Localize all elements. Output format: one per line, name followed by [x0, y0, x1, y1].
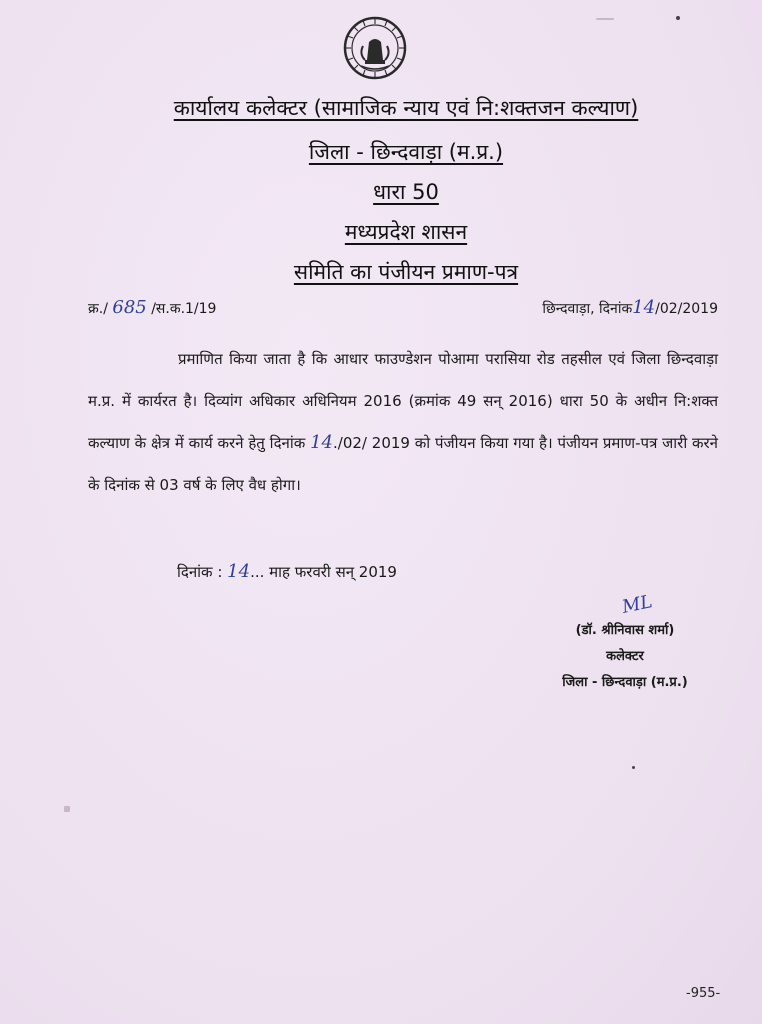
section-heading: धारा 50 — [373, 180, 439, 204]
signature: ML — [620, 591, 655, 618]
signatory-district: जिला - छिन्दवाड़ा (म.प्र.) — [562, 675, 688, 690]
paper-mark — [596, 18, 614, 20]
date-suffix: /02/2019 — [655, 301, 718, 317]
page-number: -955- — [686, 986, 721, 1001]
madhya-pradesh-state-emblem-icon — [343, 16, 407, 80]
reference-suffix: /स.क.1/19 — [151, 301, 217, 317]
place-and-date — [542, 296, 718, 321]
issue-date-prefix: दिनांक : — [177, 563, 228, 581]
handwritten-reference-number: 685 — [112, 297, 147, 318]
office-heading: कार्यालय कलेक्टर (सामाजिक न्याय एवं नि:शक्तजन कल्याण) — [173, 96, 639, 120]
signatory-name: (डॉ. श्रीनिवास शर्मा) — [575, 623, 675, 638]
reference-prefix: क्र./ — [88, 301, 108, 317]
reference-number — [88, 296, 216, 321]
ink-speck — [632, 766, 635, 769]
handwritten-issue-day: 14 — [227, 561, 251, 582]
district-heading: जिला - छिन्दवाड़ा (म.प्र.) — [308, 140, 504, 164]
handwritten-registration-day: 14 — [310, 432, 333, 453]
certificate-paragraph — [88, 338, 718, 506]
ink-speck — [676, 16, 680, 20]
place-date-prefix: छिन्दवाड़ा, दिनांक — [542, 301, 633, 317]
document-title: समिति का पंजीयन प्रमाण-पत्र — [293, 260, 519, 284]
government-heading: मध्यप्रदेश शासन — [344, 220, 468, 244]
handwritten-date-day: 14 — [632, 297, 656, 318]
issue-date-suffix: ... माह फरवरी सन् 2019 — [250, 563, 397, 581]
certificate-text-part2: ./02/ 2019 को पंजीयन किया गया है। पंजीयन प्रमाण-पत्र जारी करने के दिनांक से 03 वर्ष के लिए वैध होगा। — [88, 434, 719, 494]
signatory-designation: कलेक्टर — [606, 649, 644, 664]
certificate-text-part1: प्रमाणित किया जाता है कि आधार फाउण्डेशन पोआमा परासिया रोड तहसील एवं जिला छिन्दवाड़ा म.प्र. में कार्यरत है। दिव्यांग अधिकार अधिनियम 2016 (क्रमांक 49 सन् 2016) धारा 50 के अधीन नि:शक्त कल्याण के क्षेत्र में कार्य करने हेतु दिनांक — [88, 350, 718, 452]
issue-date-line — [177, 558, 397, 586]
reference-row — [88, 296, 718, 320]
paper-mark — [64, 806, 70, 812]
signatory-block — [540, 618, 710, 696]
